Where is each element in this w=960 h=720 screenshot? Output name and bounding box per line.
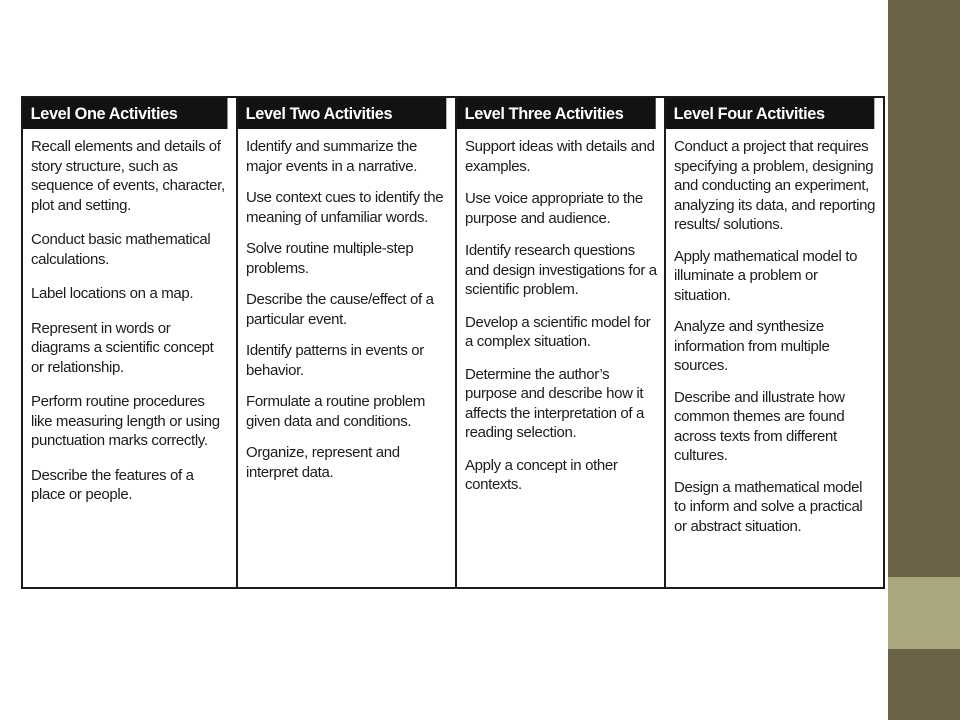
column-header: Level Three Activities: [457, 98, 656, 129]
activity-item: Perform routine procedures like measuring length or using punctuation marks correctly.: [31, 393, 220, 449]
column-body: [457, 129, 664, 587]
column-level-four: [664, 98, 883, 587]
activity-item: Conduct a project that requires specifying a problem, designing and conducting an experiment, analyzing its data, and reporting results/ solutions.: [674, 138, 876, 233]
activity-item: Solve routine multiple-step problems.: [246, 240, 414, 277]
activity-item: Recall elements and details of story structure, such as sequence of events, character, plot and setting.: [31, 138, 225, 214]
activity-item: Describe the features of a place or people.: [31, 466, 194, 503]
activity-item: Analyze and synthesize information from multiple sources.: [674, 318, 830, 374]
side-band-top: [888, 0, 960, 577]
column-level-two: [236, 98, 455, 587]
activity-item: Determine the author’s purpose and describe how it affects the interpretation of a reading selection.: [465, 365, 644, 441]
column-body: [23, 129, 236, 587]
activity-item: Label locations on a map.: [31, 285, 194, 302]
activity-item: Support ideas with details and examples.: [465, 138, 655, 175]
activity-item: Organize, represent and interpret data.: [246, 444, 400, 481]
activity-item: Design a mathematical model to inform and solve a practical or abstract situation.: [674, 478, 863, 535]
column-body: [238, 129, 455, 587]
activity-item: Formulate a routine problem given data and conditions.: [246, 393, 425, 430]
column-level-one: [23, 98, 236, 587]
activity-item: Describe and illustrate how common themes are found across texts from different cultures.: [674, 388, 845, 464]
activity-item: Identify patterns in events or behavior.: [246, 342, 424, 379]
activity-item: Apply a concept in other contexts.: [465, 456, 618, 493]
activity-item: Identify research questions and design investigations for a scientific problem.: [465, 242, 657, 298]
activity-item: Identify and summarize the major events in a narrative.: [246, 138, 418, 175]
column-body: [666, 129, 883, 587]
activity-item: Apply mathematical model to illuminate a problem or situation.: [674, 247, 858, 304]
side-band-middle: [888, 577, 960, 649]
column-header: Level One Activities: [23, 98, 227, 129]
activity-item: Use voice appropriate to the purpose and audience.: [465, 190, 643, 227]
activities-table: [21, 96, 885, 589]
activity-item: Represent in words or diagrams a scientific concept or relationship.: [31, 319, 214, 376]
column-header: Level Four Activities: [666, 98, 874, 129]
column-level-three: [455, 98, 664, 587]
side-band-bottom: [888, 649, 960, 720]
column-header: Level Two Activities: [238, 98, 446, 129]
activity-item: Develop a scientific model for a complex situation.: [465, 313, 651, 350]
activity-item: Use context cues to identify the meaning of unfamiliar words.: [246, 189, 444, 226]
activity-item: Describe the cause/effect of a particular event.: [246, 291, 434, 328]
activity-item: Conduct basic mathematical calculations.: [31, 231, 211, 268]
